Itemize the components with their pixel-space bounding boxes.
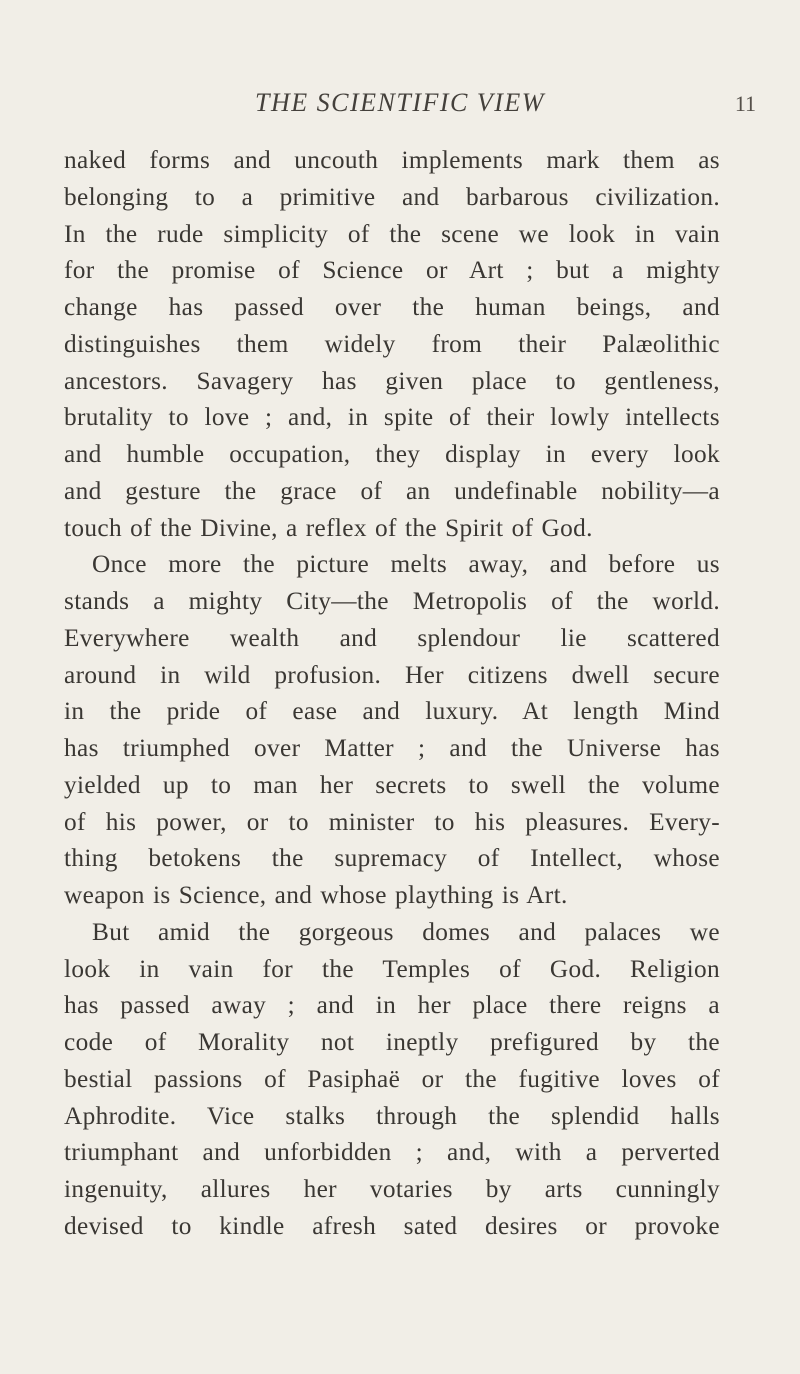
page-number: 11 <box>734 91 756 116</box>
running-head <box>0 88 800 128</box>
text-line: devised to kindle afresh sated desires or provoke <box>64 1211 720 1240</box>
paragraph-start-line: But amid the gorgeous domes and palaces we <box>92 917 720 946</box>
text-line: Aphrodite. Vice stalks through the splendid halls <box>64 1101 720 1130</box>
text-line: has triumphed over Matter ; and the Universe has <box>64 734 720 762</box>
text-line: around in wild profusion. Her citizens dwell secure <box>64 660 720 689</box>
running-title: THE SCIENTIFIC VIEW <box>255 88 545 117</box>
text-line: yielded up to man her secrets to swell the volume <box>64 770 720 799</box>
text-line: change has passed over the human beings, and <box>64 293 720 321</box>
text-line: weapon is Science, and whose plaything is Art. <box>64 881 568 909</box>
text-line: look in vain for the Temples of God. Religion <box>64 954 720 983</box>
text-line: brutality to love ; and, in spite of their lowly intellects <box>64 403 720 432</box>
text-line: in the pride of ease and luxury. At length Mind <box>64 697 720 726</box>
text-line: for the promise of Science or Art ; but a mighty <box>64 256 720 285</box>
text-line: of his power, or to minister to his pleasures. Every- <box>64 807 720 836</box>
text-line: thing betokens the supremacy of Intellect, whose <box>64 844 720 873</box>
text-line: touch of the Divine, a reflex of the Spirit of God. <box>64 513 593 542</box>
text-line: triumphant and unforbidden ; and, with a perverted <box>64 1138 720 1167</box>
text-line: belonging to a primitive and barbarous civilization. <box>64 182 720 211</box>
text-line: ancestors. Savagery has given place to gentleness, <box>64 366 720 395</box>
text-line: Everywhere wealth and splendour lie scattered <box>64 623 720 652</box>
text-line: has passed away ; and in her place there reigns a <box>64 991 720 1020</box>
text-line: naked forms and uncouth implements mark them as <box>64 146 720 174</box>
text-line: and humble occupation, they display in every look <box>64 440 720 468</box>
paragraph-start-line: Once more the picture melts away, and before us <box>92 550 720 579</box>
text-line: ingenuity, allures her votaries by arts cunningly <box>64 1175 720 1203</box>
text-line: In the rude simplicity of the scene we look in vain <box>64 219 720 248</box>
text-line: and gesture the grace of an undefinable nobility—a <box>64 476 720 505</box>
text-line: bestial passions of Pasiphaë or the fugitive loves of <box>64 1064 720 1093</box>
text-line: distinguishes them widely from their Palæolithic <box>64 329 720 358</box>
text-line: code of Morality not ineptly prefigured by the <box>64 1028 720 1056</box>
body-text <box>64 142 720 1245</box>
text-line: stands a mighty City—the Metropolis of the world. <box>64 587 720 615</box>
